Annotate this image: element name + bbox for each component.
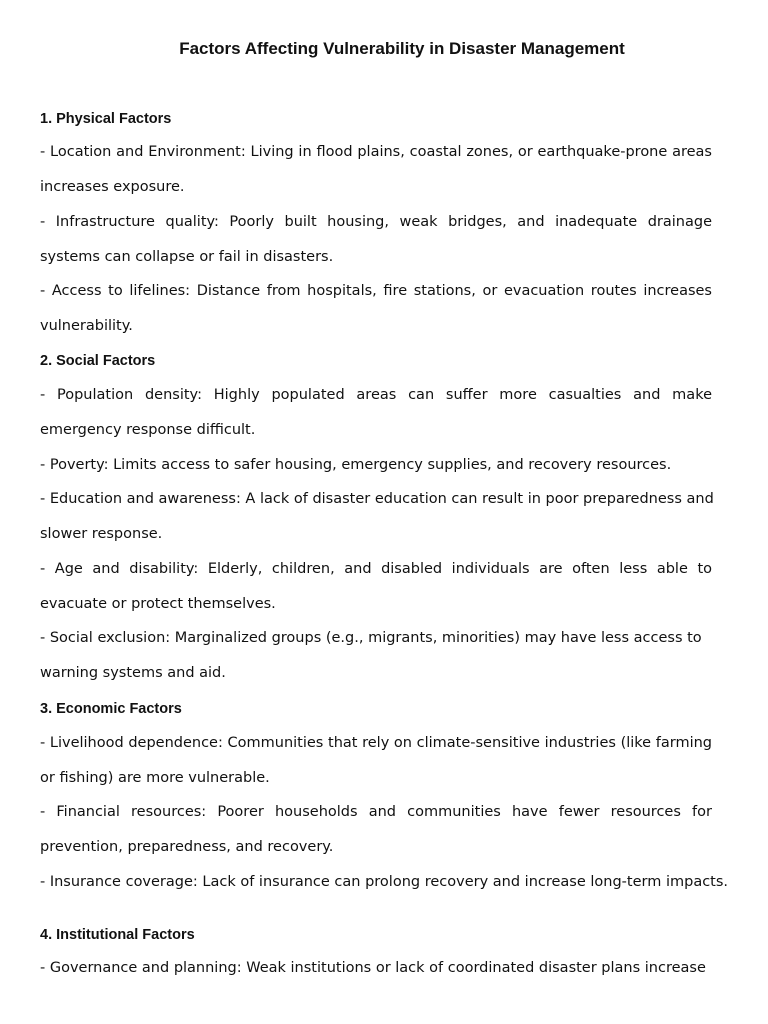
paragraph-access-lifelines: - Access to lifelines: Distance from hospitals, fire stations, or evacuation routes increases vulnerability.	[40, 283, 712, 334]
paragraph-poverty: - Poverty: Limits access to safer housing, emergency supplies, and recovery resources.	[40, 457, 672, 473]
section-heading-economic: 3. Economic Factors	[40, 701, 182, 717]
paragraph-livelihood-dependence: - Livelihood dependence: Communities that rely on climate-sensitive industries (like farming or fishing) are more vulnerable.	[40, 735, 712, 786]
paragraph-infrastructure-quality: - Infrastructure quality: Poorly built housing, weak bridges, and inadequate drainage systems can collapse or fail in disasters.	[40, 214, 712, 265]
paragraph-social-exclusion: - Social exclusion: Marginalized groups (e.g., migrants, minorities) may have less access to warning systems and aid.	[40, 630, 702, 681]
paragraph-governance-planning: - Governance and planning: Weak institutions or lack of coordinated disaster plans increase	[40, 960, 706, 976]
paragraph-education-awareness: - Education and awareness: A lack of disaster education can result in poor preparedness and slower response.	[40, 491, 714, 542]
document-title: Factors Affecting Vulnerability in Disaster Management	[179, 39, 625, 58]
paragraph-financial-resources: - Financial resources: Poorer households and communities have fewer resources for prevention, preparedness, and recovery.	[40, 804, 712, 855]
section-heading-physical: 1. Physical Factors	[40, 111, 172, 127]
paragraph-age-disability: - Age and disability: Elderly, children, and disabled individuals are often less able to evacuate or protect themselves.	[40, 561, 712, 612]
paragraph-location-environment: - Location and Environment: Living in flood plains, coastal zones, or earthquake-prone areas increases exposure.	[40, 144, 712, 195]
paragraph-insurance-coverage: - Insurance coverage: Lack of insurance can prolong recovery and increase long-term impacts.	[40, 874, 729, 890]
paragraph-population-density: - Population density: Highly populated areas can suffer more casualties and make emergency response difficult.	[40, 387, 712, 438]
section-heading-social: 2. Social Factors	[40, 353, 156, 369]
section-heading-institutional: 4. Institutional Factors	[40, 927, 195, 943]
